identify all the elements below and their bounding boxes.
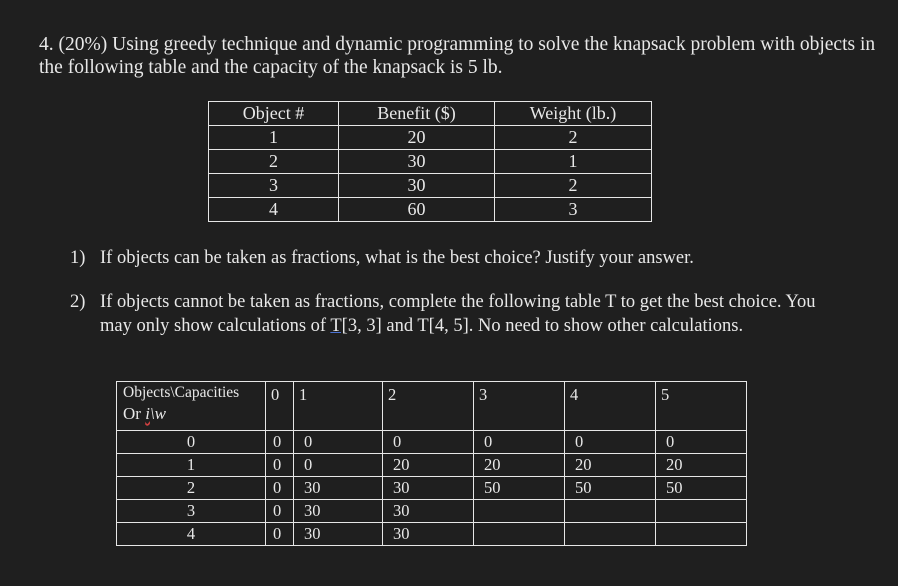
table-cell: 3 <box>495 198 652 222</box>
dp-cell: 0 <box>294 431 383 454</box>
dp-row-label: 1 <box>117 454 266 477</box>
table-row <box>209 174 652 198</box>
corner-line-1: Objects\Capacities <box>123 384 240 401</box>
dp-cell: 0 <box>266 454 294 477</box>
sub-question-number: 1) <box>70 248 86 268</box>
dp-row <box>117 523 747 546</box>
corner-suffix: \w <box>149 404 166 423</box>
dp-cell: 0 <box>383 431 474 454</box>
dp-row <box>117 454 747 477</box>
capacity-header: 3 <box>474 382 565 431</box>
dp-row-label: 4 <box>117 523 266 546</box>
dp-row-label: 2 <box>117 477 266 500</box>
dp-cell <box>474 500 565 523</box>
dp-cell <box>565 523 656 546</box>
table-cell: 30 <box>339 174 495 198</box>
header-object: Object # <box>209 102 339 126</box>
corner-line-2 <box>123 403 265 424</box>
text-part: 3, 3] and T[4, 5]. No need to show other calculations. <box>347 316 744 336</box>
dp-cell: 0 <box>266 500 294 523</box>
dp-cell: 30 <box>294 477 383 500</box>
text-part: If objects cannot be taken as fractions, complete the following table T to get the best choice. You may only show calculations of <box>100 292 816 336</box>
dp-cell: 20 <box>383 454 474 477</box>
header-weight: Weight (lb.) <box>495 102 652 126</box>
table-row <box>209 198 652 222</box>
objects-table <box>208 101 652 222</box>
dp-row <box>117 477 747 500</box>
corner-prefix: Or <box>123 404 146 423</box>
dp-cell: 0 <box>266 523 294 546</box>
sub-question-text <box>100 290 820 338</box>
dp-header-row <box>117 382 747 431</box>
corner-i: i <box>145 404 150 423</box>
dp-cell: 20 <box>656 454 747 477</box>
dp-cell: 50 <box>474 477 565 500</box>
dp-cell: 30 <box>383 523 474 546</box>
table-cell: 60 <box>339 198 495 222</box>
dp-cell: 0 <box>294 454 383 477</box>
dp-cell: 30 <box>294 523 383 546</box>
underlined-text: T[ <box>330 316 348 336</box>
table-cell: 2 <box>209 150 339 174</box>
dp-cell <box>565 500 656 523</box>
dp-cell: 30 <box>383 500 474 523</box>
table-cell: 2 <box>495 126 652 150</box>
table-cell: 3 <box>209 174 339 198</box>
table-cell: 20 <box>339 126 495 150</box>
dp-cell <box>474 523 565 546</box>
dp-cell: 0 <box>474 431 565 454</box>
capacity-header: 4 <box>565 382 656 431</box>
table-cell: 30 <box>339 150 495 174</box>
dp-cell: 0 <box>266 431 294 454</box>
table-cell: 1 <box>495 150 652 174</box>
capacity-header: 2 <box>383 382 474 431</box>
sub-question-text: If objects can be taken as fractions, what is the best choice? Justify your answer. <box>100 248 694 268</box>
dp-table <box>116 381 747 546</box>
dp-cell: 20 <box>474 454 565 477</box>
dp-row-label: 0 <box>117 431 266 454</box>
dp-cell: 20 <box>565 454 656 477</box>
table-cell: 1 <box>209 126 339 150</box>
dp-cell: 0 <box>656 431 747 454</box>
table-row <box>209 126 652 150</box>
sub-question-number: 2) <box>70 292 86 312</box>
dp-cell: 30 <box>383 477 474 500</box>
table-cell: 2 <box>495 174 652 198</box>
dp-row <box>117 431 747 454</box>
capacity-header: 5 <box>656 382 747 431</box>
dp-cell: 50 <box>565 477 656 500</box>
dp-cell <box>656 523 747 546</box>
dp-row <box>117 500 747 523</box>
dp-cell: 50 <box>656 477 747 500</box>
dp-corner-cell <box>117 382 266 431</box>
table-cell: 4 <box>209 198 339 222</box>
question-title: 4. (20%) Using greedy technique and dynamic programming to solve the knapsack problem with objects in the following table and the capacity of the knapsack is 5 lb. <box>39 34 876 78</box>
capacity-header: 0 <box>266 382 294 431</box>
table-header-row <box>209 102 652 126</box>
dp-row-label: 3 <box>117 500 266 523</box>
dp-cell: 30 <box>294 500 383 523</box>
dp-cell: 0 <box>266 477 294 500</box>
dp-cell <box>656 500 747 523</box>
table-row <box>209 150 652 174</box>
header-benefit: Benefit ($) <box>339 102 495 126</box>
capacity-header: 1 <box>294 382 383 431</box>
dp-cell: 0 <box>565 431 656 454</box>
